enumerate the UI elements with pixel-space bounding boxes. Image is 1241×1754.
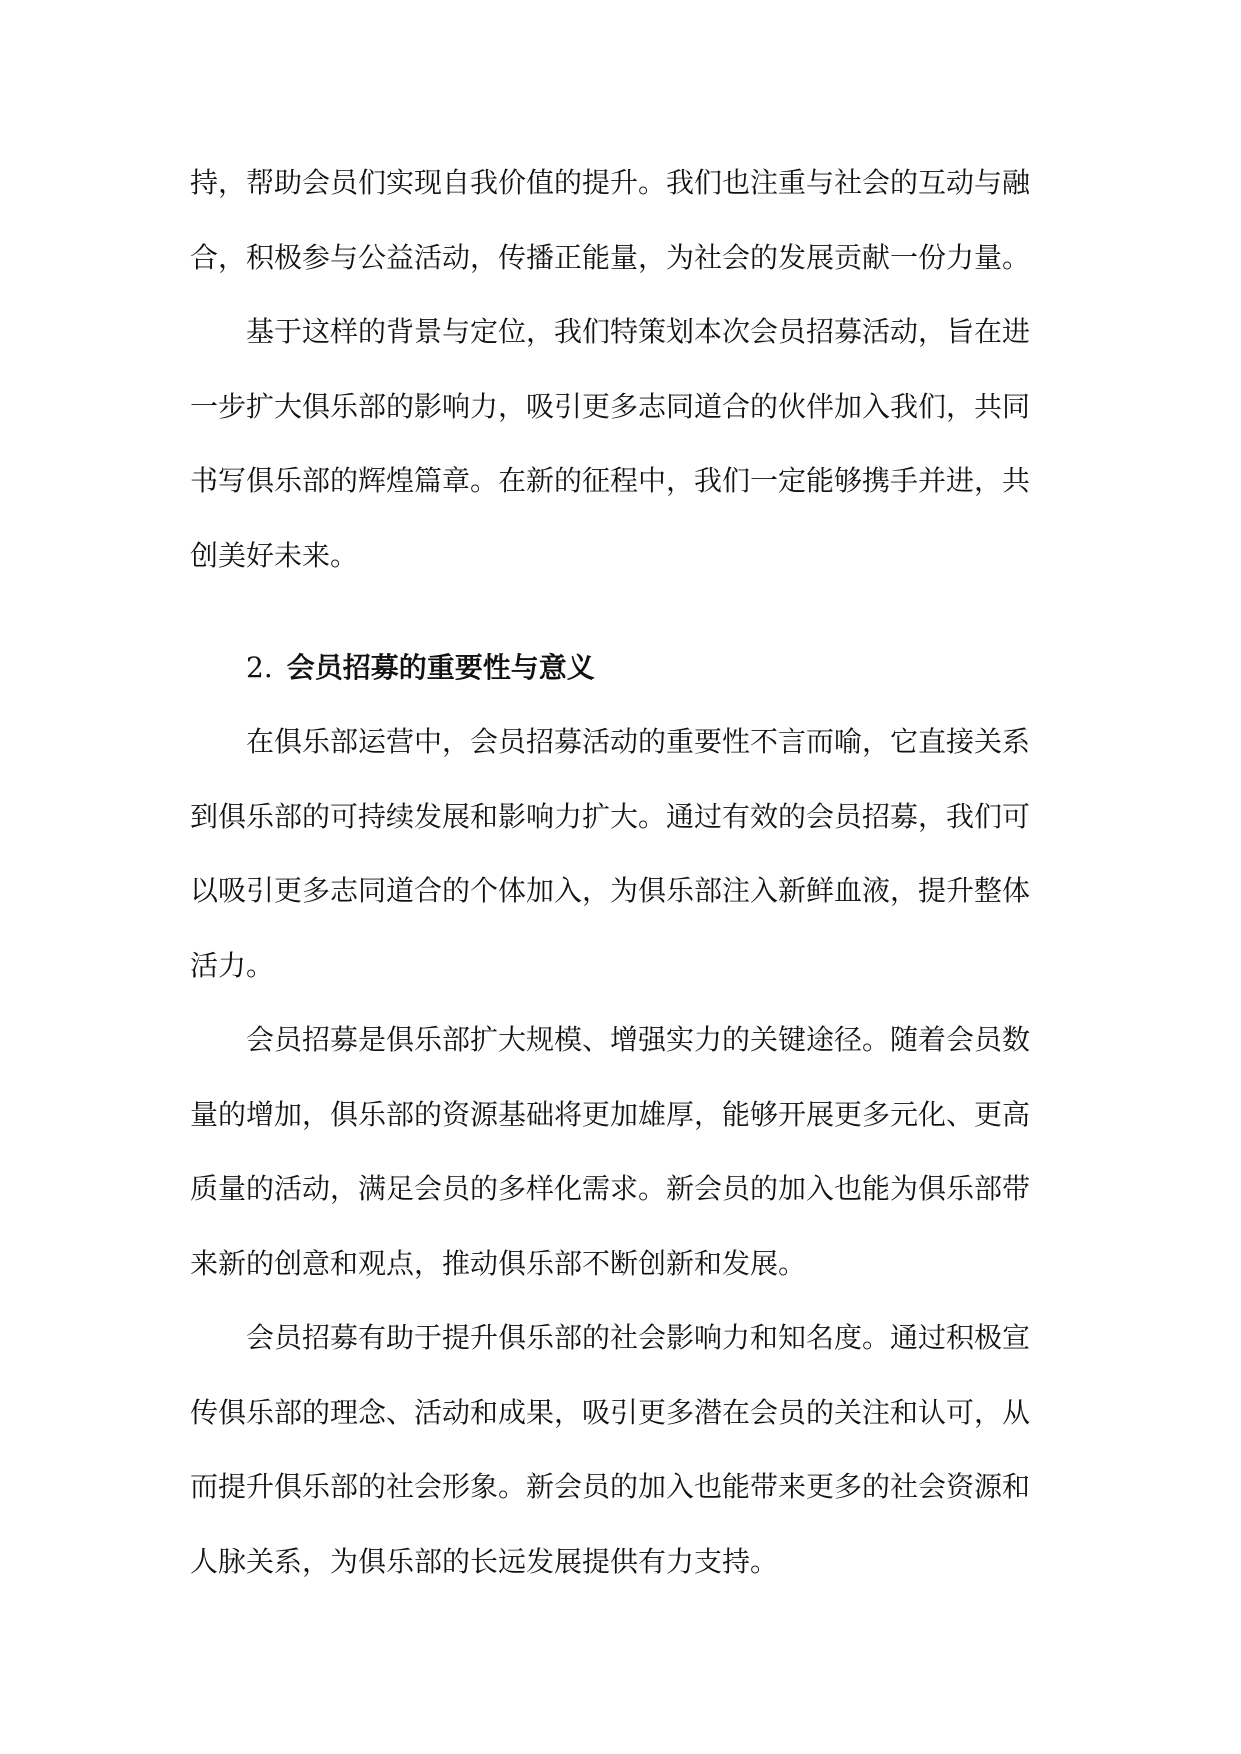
paragraph-background — [190, 295, 1052, 593]
text-line: 传俱乐部的理念、活动和成果，吸引更多潜在会员的关注和认可，从 — [190, 1395, 1031, 1429]
section-title: 会员招募的重要性与意义 — [286, 651, 595, 684]
text-line: 会员招募是俱乐部扩大规模、增强实力的关键途径。随着会员数 — [246, 1023, 1031, 1056]
text-line: 创美好未来。 — [190, 538, 359, 572]
section-number: 2. — [246, 651, 273, 684]
text-line: 质量的活动，满足会员的多样化需求。新会员的加入也能为俱乐部带 — [190, 1172, 1031, 1205]
text-line: 合，积极参与公益活动，传播正能量，为社会的发展贡献一份力量。 — [190, 240, 1031, 274]
text-line: 到俱乐部的可持续发展和影响力扩大。通过有效的会员招募，我们可 — [190, 799, 1031, 833]
paragraph-importance-2 — [190, 1003, 1052, 1301]
paragraph-continued — [190, 146, 1052, 295]
text-line: 活力。 — [190, 948, 275, 982]
text-line: 量的增加，俱乐部的资源基础将更加雄厚，能够开展更多元化、更高 — [190, 1097, 1031, 1131]
paragraph-importance-1 — [190, 705, 1052, 1003]
text-line: 而提升俱乐部的社会形象。新会员的加入也能带来更多的社会资源和 — [190, 1470, 1031, 1503]
section-heading — [190, 631, 1052, 705]
text-line: 会员招募有助于提升俱乐部的社会影响力和知名度。通过积极宣 — [246, 1321, 1031, 1354]
text-line: 以吸引更多志同道合的个体加入，为俱乐部注入新鲜血液，提升整体 — [190, 874, 1031, 907]
text-line: 持，帮助会员们实现自我价值的提升。我们也注重与社会的互动与融 — [190, 166, 1031, 199]
document-body — [190, 146, 1052, 1599]
text-line: 在俱乐部运营中，会员招募活动的重要性不言而喻，它直接关系 — [246, 725, 1031, 758]
paragraph-importance-3 — [190, 1301, 1052, 1599]
text-line: 一步扩大俱乐部的影响力，吸引更多志同道合的伙伴加入我们，共同 — [190, 389, 1031, 423]
text-line: 来新的创意和观点，推动俱乐部不断创新和发展。 — [190, 1246, 807, 1280]
text-line: 基于这样的背景与定位，我们特策划本次会员招募活动，旨在进 — [246, 315, 1031, 348]
text-line: 书写俱乐部的辉煌篇章。在新的征程中，我们一定能够携手并进，共 — [190, 464, 1031, 497]
text-line: 人脉关系，为俱乐部的长远发展提供有力支持。 — [190, 1544, 779, 1578]
